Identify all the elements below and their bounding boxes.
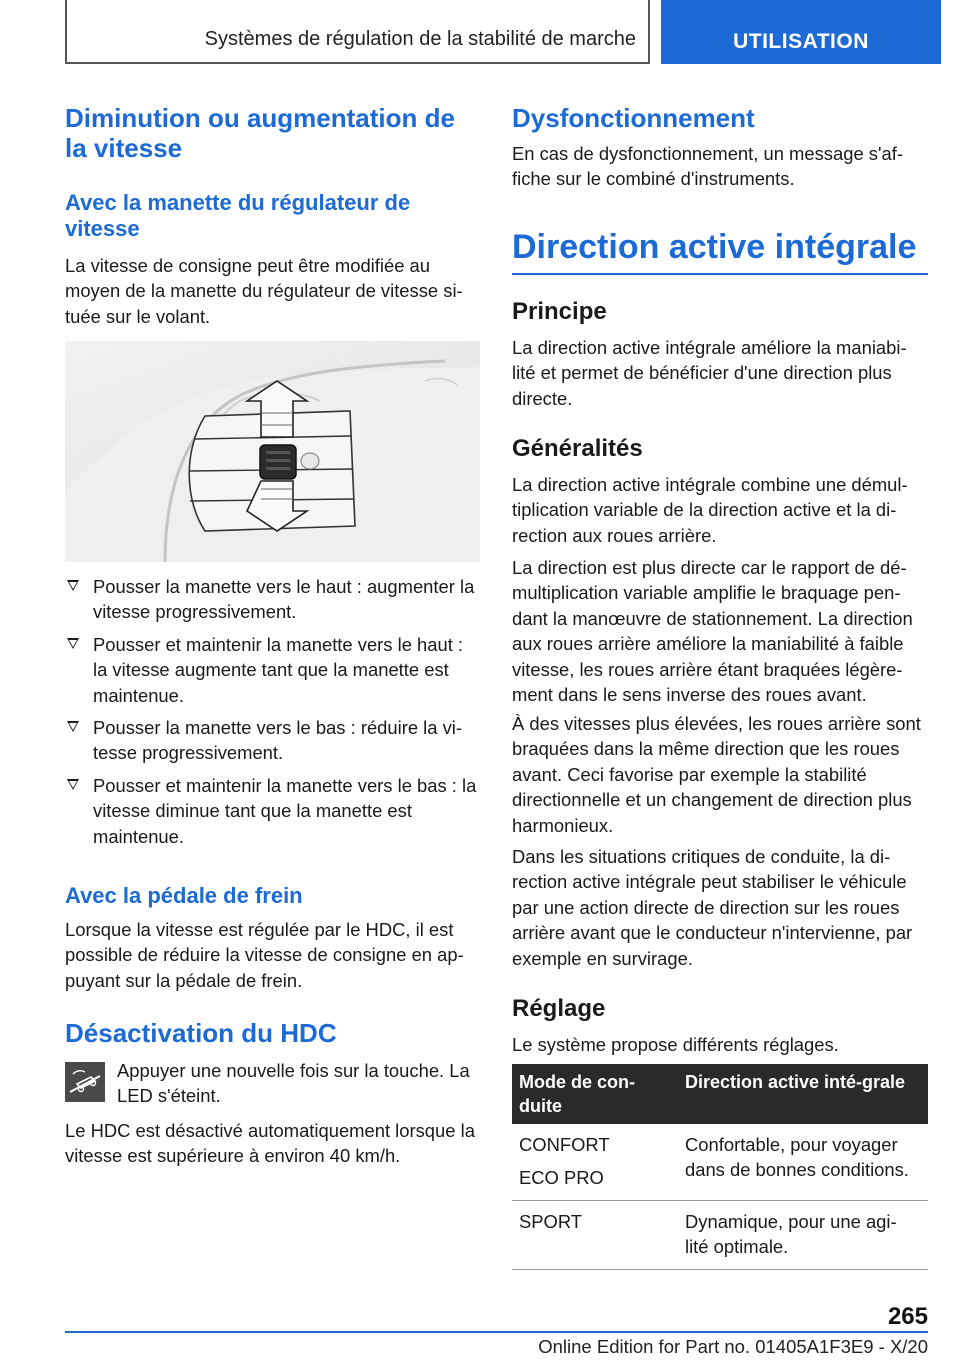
- heading-speed-change: Diminution ou augmentation de la vitesse: [65, 103, 455, 163]
- table-cell-mode: [512, 1124, 678, 1201]
- table-row: [512, 1201, 928, 1270]
- table-row: [512, 1124, 928, 1201]
- list-item: Pousser la manette vers le haut : augmenter la vitesse progressivement.: [65, 574, 480, 625]
- footer-edition: Online Edition for Part no. 01405A1F3E9 - X/20: [538, 1336, 928, 1357]
- list-item: Pousser et maintenir la manette vers le bas : la vitesse diminue tant que la manette est maintenue.: [65, 773, 480, 849]
- subheading-settings: Réglage: [512, 995, 606, 1022]
- table-cell-mode: [512, 1201, 678, 1270]
- paragraph-general-2: La direction est plus directe car le rapport de dé-multiplication variable amplifie le braquage pen-dant la manœuvre de stationnement. La direction aux roues arrière améliore la maniabilité à faible vitesse, les roues arrière étant braquées légère-ment dans le sens inverse des roues avant.: [512, 557, 913, 706]
- driving-mode-table: [512, 1064, 928, 1270]
- steering-wheel-lever-illustration: [65, 341, 480, 562]
- subheading-brake-pedal: Avec la pédale de frein: [65, 883, 303, 908]
- triangle-bullet-icon: [67, 779, 79, 790]
- subheading-general: Généralités: [512, 435, 643, 462]
- table-cell-description: Confortable, pour voyager dans de bonnes conditions.: [678, 1124, 928, 1201]
- list-item: Pousser la manette vers le bas : réduire la vi-tesse progressivement.: [65, 715, 480, 766]
- paragraph-hdc-auto-off: Le HDC est désactivé automatiquement lorsque la vitesse est supérieure à environ 40 km/h.: [65, 1120, 475, 1167]
- running-header: [65, 0, 650, 64]
- column-header-mode: Mode de con-duite: [512, 1064, 678, 1124]
- paragraph-general-4: Dans les situations critiques de conduite, la di-rection active intégrale peut stabiliser le véhicule par une action directe de direction sur les roues arrière avant que le conducteur n'intervienne, par exemple en survirage.: [512, 846, 913, 969]
- paragraph-malfunction: En cas de dysfonctionnement, un message s'af-fiche sur le combiné d'instruments.: [512, 143, 903, 190]
- paragraph-settings: Le système propose différents réglages.: [512, 1034, 839, 1055]
- paragraph-press-button: Appuyer une nouvelle fois sur la touche. La LED s'éteint.: [117, 1060, 470, 1107]
- triangle-bullet-icon: [67, 580, 79, 591]
- section-tab-label: UTILISATION: [733, 30, 869, 53]
- mode-label: SPORT: [519, 1211, 583, 1232]
- paragraph-general-1: La direction active intégrale combine une démul-tiplication variable de la direction active et la di-rection aux roues arrière.: [512, 474, 908, 546]
- heading-integral-active-steering: Direction active intégrale: [512, 227, 928, 275]
- steering-wheel-lever-figure: [65, 341, 480, 562]
- mode-label: ECO PRO: [519, 1167, 604, 1188]
- footer-divider: [65, 1331, 928, 1333]
- subheading-principle: Principe: [512, 298, 607, 325]
- heading-hdc-deactivation: Désactivation du HDC: [65, 1018, 337, 1048]
- section-tab: [661, 0, 941, 64]
- mode-label: CONFORT: [519, 1134, 610, 1155]
- running-header-title: Systèmes de régulation de la stabilité de marche: [204, 28, 636, 50]
- lever-actions-list: [65, 574, 480, 856]
- column-header-steering: Direction active inté-grale: [678, 1064, 928, 1124]
- list-item: Pousser et maintenir la manette vers le haut : la vitesse augmente tant que la manette est maintenue.: [65, 632, 480, 708]
- page-number: 265: [887, 1303, 928, 1330]
- triangle-bullet-icon: [67, 638, 79, 649]
- paragraph-general-3: À des vitesses plus élevées, les roues arrière sont braquées dans la même direction que les roues avant. Ceci favorise par exemple la stabilité directionnelle et un changement de direction plus harmonieux.: [512, 713, 921, 836]
- table-header-row: [512, 1064, 928, 1124]
- table-cell-description: Dynamique, pour une agi-lité optimale.: [678, 1201, 928, 1270]
- paragraph-brake-pedal: Lorsque la vitesse est régulée par le HDC, il est possible de réduire la vitesse de consigne en ap-puyant sur la pédale de frein.: [65, 919, 464, 991]
- subheading-cruise-lever: Avec la manette du régulateur de vitesse: [65, 190, 411, 241]
- triangle-bullet-icon: [67, 721, 79, 732]
- heading-malfunction: Dysfonctionnement: [512, 103, 755, 133]
- paragraph-lever-intro: La vitesse de consigne peut être modifiée au moyen de la manette du régulateur de vitesse si-tuée sur le volant.: [65, 255, 463, 327]
- paragraph-principle: La direction active intégrale améliore la maniabi-lité et permet de bénéficier d'une direction plus directe.: [512, 337, 907, 409]
- hill-descent-control-icon: [65, 1062, 105, 1102]
